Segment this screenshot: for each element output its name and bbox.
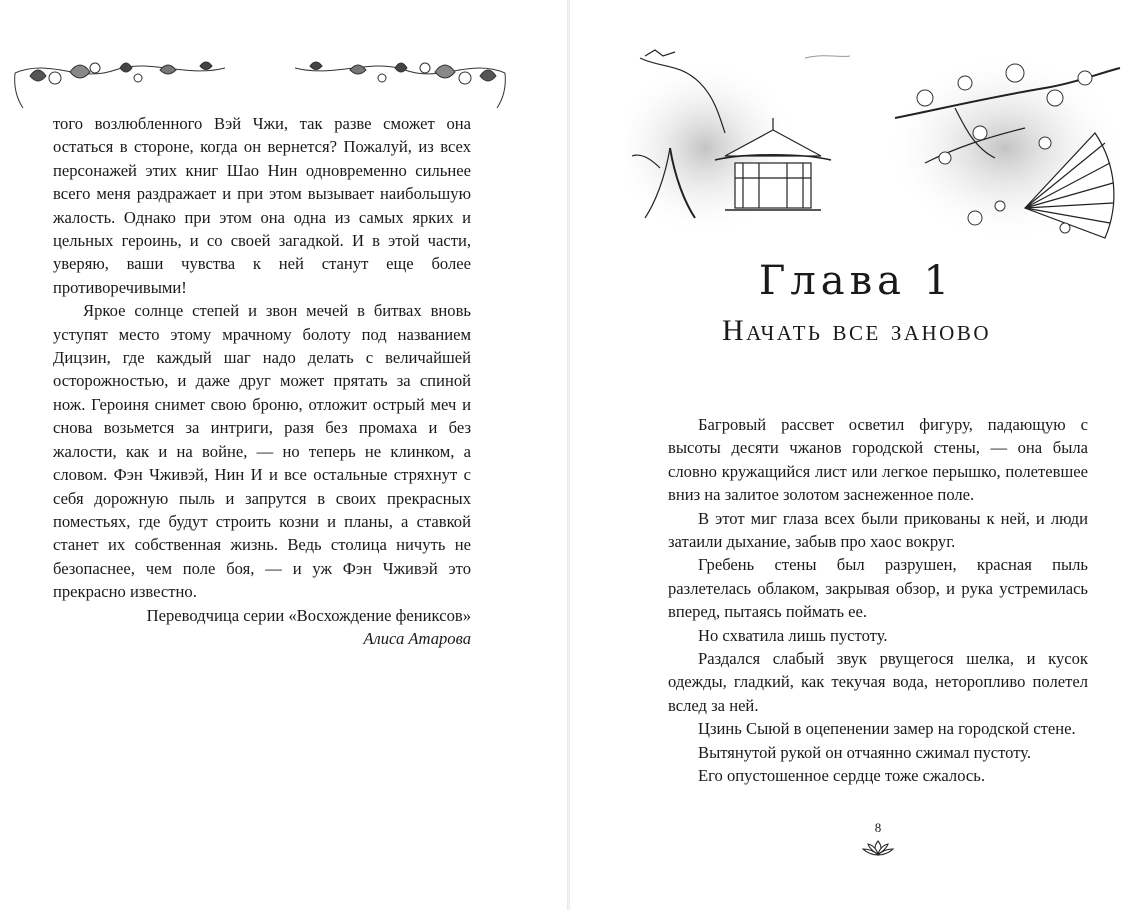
foreword-paragraph: того возлюбленного Вэй Чжи, так разве сможет она остаться в стороне, когда он вернется? Пожалуй, из всех персонажей этих книг Шао Нин одновременно сильнее всего меня раздражает и при этом вызывает наибольшую жалость. Однако при этом она одна из самых ярких и цельных героинь, и со своей загадкой. И в этой части, уверяю, ваши чувства к ней станут еще более противоречивыми! <box>53 114 471 297</box>
page-number: 8 <box>874 820 882 835</box>
translator-name: Алиса Атарова <box>363 628 471 648</box>
foreword-text <box>53 112 471 650</box>
chapter-label: Глава 1 <box>758 258 955 304</box>
chapter-paragraph: Гребень стены был разрушен, красная пыль разлетелась облаком, закрывая обзор, и рука устремилась вперед, пытаясь поймать ее. <box>668 555 1088 622</box>
chapter-title: Начать все заново <box>721 314 992 347</box>
foreword-paragraph: Яркое солнце степей и звон мечей в битвах вновь уступят место этому мрачному болоту под названием Дицзин, где каждый шаг надо делать с величайшей осторожностью, и даже друг может прятать за спиной нож. Героиня снимет свою броню, отложит острый меч и снова возьмется за интриги, разя без промаха и без жалости, как и на войне, — но теперь не клинком, а словом. Фэн Чживэй, Нин И и все остальные стряхнут с себя дорожную пыль и запрутся в своих прекрасных поместьях, где будут строить козни и планы, а ставкой станет их собственная жизнь. Ведь столица ничуть не безопаснее, чем поле боя, — и уж Фэн Чживэй это прекрасно известно. <box>53 301 471 602</box>
chapter-paragraph: Вытянутой рукой он отчаянно сжимал пустоту. <box>698 742 1032 762</box>
chapter-text <box>668 413 1088 788</box>
lotus-icon <box>862 838 894 858</box>
pagoda-blossom-fan-illustration <box>625 38 1125 248</box>
chapter-paragraph: Цзинь Сыюй в оцепенении замер на городской стене. <box>698 719 1076 739</box>
chapter-paragraph: Раздался слабый звук рвущегося шелка, и кусок одежды, гладкий, как текучая вода, неторопливо полетел вслед за ней. <box>668 649 1088 715</box>
translator-title: Переводчица серии «Восхождение фениксов» <box>146 605 471 625</box>
chapter-paragraph: Но схватила лишь пустоту. <box>698 625 888 645</box>
chapter-paragraph: Багровый рассвет осветил фигуру, падающую с высоты десяти чжанов городской стены, — она была словно кружащийся лист или легкое перышко, полетевшее вниз на залитое золотом заснеженное поле. <box>668 415 1088 505</box>
chapter-paragraph: В этот миг глаза всех были прикованы к ней, и люди затаили дыхание, забыв про хаос вокруг. <box>668 508 1088 552</box>
chapter-paragraph: Его опустошенное сердце тоже сжалось. <box>698 766 985 786</box>
